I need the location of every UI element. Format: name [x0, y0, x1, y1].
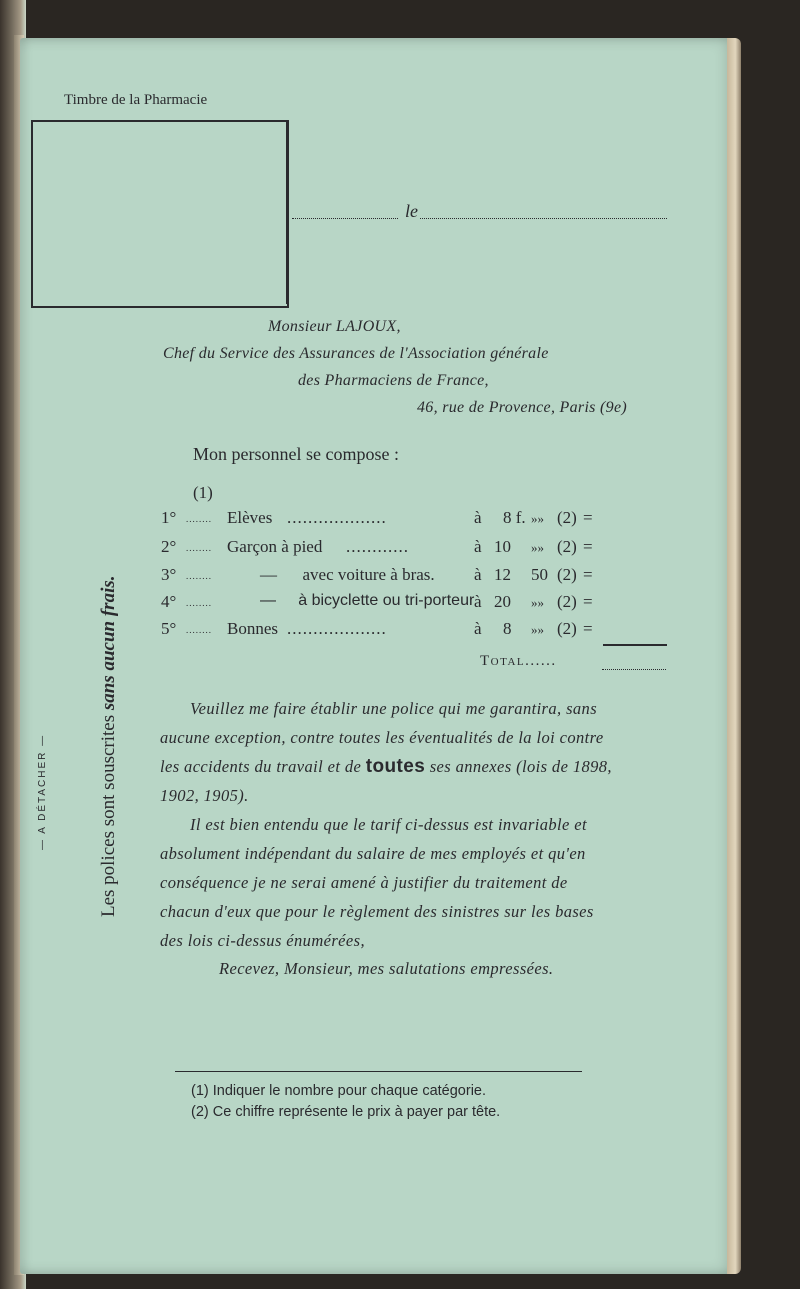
p1-line: les accidents du travail et de toutes ses annexes (lois de 1898, — [160, 756, 612, 777]
row-number: 4° — [161, 592, 177, 611]
row-note: (2) — [557, 565, 577, 584]
row-note: (2) — [557, 508, 577, 527]
footnote-1: (1) Indiquer le nombre pour chaque catégorie. — [191, 1083, 487, 1099]
row-a: à — [474, 537, 482, 556]
row-eq: = — [583, 592, 593, 611]
footnote-rule — [175, 1071, 582, 1072]
row-label: Garçon à pied — [227, 537, 323, 556]
row-cents: »» — [531, 511, 544, 526]
row-label: — à bicyclette ou tri-porteur — [260, 592, 475, 609]
p2-line: conséquence je ne serai amené à justifier du traitement de — [160, 873, 568, 892]
staff-intro: Mon personnel se compose : — [193, 444, 399, 464]
row-label: — avec voiture à bras. — [260, 565, 435, 584]
row-eq: = — [583, 537, 593, 556]
p2-line: des lois ci-dessus énumérées, — [160, 931, 365, 950]
staff-row — [0, 537, 800, 561]
closing-line: Recevez, Monsieur, mes salutations empressées. — [219, 959, 554, 978]
p2-line: absolument indépendant du salaire de mes employés et qu'en — [160, 844, 586, 863]
staff-row — [0, 508, 800, 532]
address-line-3: des Pharmaciens de France, — [298, 372, 489, 389]
row-cents: »» — [531, 595, 544, 610]
row-label: Elèves — [227, 508, 273, 527]
toutes-emphasis: toutes — [365, 756, 426, 777]
count-field[interactable]: ........ — [186, 598, 212, 608]
address-line-2: Chef du Service des Assurances de l'Association générale — [163, 345, 549, 362]
page-edge — [727, 38, 741, 1274]
row-eq: = — [583, 508, 593, 527]
row-price: 8 f. — [503, 508, 526, 527]
row-a: à — [474, 619, 482, 638]
row-a: à — [474, 508, 482, 527]
staff-row — [0, 565, 800, 589]
count-field[interactable]: ........ — [186, 571, 212, 581]
staff-row — [0, 592, 800, 616]
row-dots: ................... — [287, 619, 387, 638]
row-price: 8 — [503, 619, 512, 638]
row-a: à — [474, 565, 482, 584]
row-eq: = — [583, 565, 593, 584]
row-cents: »» — [531, 622, 544, 637]
p2-line: Il est bien entendu que le tarif ci-dessus est invariable et — [190, 815, 587, 834]
row-price: 10 — [494, 537, 511, 556]
date-le: le — [405, 201, 418, 221]
side-note-emphasis: sans aucun frais. — [98, 575, 119, 711]
row-price: 12 — [494, 565, 511, 584]
row-number: 5° — [161, 619, 177, 638]
staff-note-marker: (1) — [193, 483, 213, 502]
row-dots: ................... — [287, 508, 387, 527]
total-rule — [603, 644, 667, 646]
total-label: Total...... — [480, 653, 557, 669]
row-label: Bonnes — [227, 619, 278, 638]
row-note: (2) — [557, 619, 577, 638]
place-field[interactable] — [292, 218, 398, 219]
row-note: (2) — [557, 537, 577, 556]
side-note: Les polices sont souscrites sans aucun frais. — [98, 575, 119, 917]
terms-paragraph — [160, 810, 670, 955]
count-field[interactable]: ........ — [186, 625, 212, 635]
address-line-1: Monsieur LAJOUX, — [268, 318, 401, 335]
p1-line: Veuillez me faire établir une police qui me garantira, sans — [190, 699, 598, 718]
p1-line: 1902, 1905). — [160, 786, 249, 805]
stamp-box[interactable] — [31, 120, 289, 308]
row-cents: 50 — [531, 565, 548, 584]
footnote-2: (2) Ce chiffre représente le prix à payer par tête. — [191, 1104, 501, 1120]
row-eq: = — [583, 619, 593, 638]
row-dots: ............ — [346, 537, 409, 556]
row-price: 20 — [494, 592, 511, 611]
p2-line: chacun d'eux que pour le règlement des sinistres sur les bases — [160, 902, 594, 921]
stamp-label: Timbre de la Pharmacie — [64, 92, 208, 108]
request-paragraph — [160, 694, 670, 810]
count-field[interactable]: ........ — [186, 543, 212, 553]
date-field[interactable] — [420, 218, 667, 219]
row-number: 3° — [161, 565, 177, 584]
row-cents: »» — [531, 540, 544, 555]
staff-row — [0, 619, 800, 643]
row-a: à — [474, 592, 482, 611]
row-number: 2° — [161, 537, 177, 556]
detach-tag: — A DÉTACHER — — [37, 733, 48, 850]
address-line-4: 46, rue de Provence, Paris (9e) — [417, 399, 627, 416]
total-field[interactable] — [602, 669, 666, 670]
p1-line: aucune exception, contre toutes les éventualités de la loi contre — [160, 728, 604, 747]
count-field[interactable]: ........ — [186, 514, 212, 524]
row-note: (2) — [557, 592, 577, 611]
row-number: 1° — [161, 508, 177, 527]
stamp-box-tick — [286, 120, 288, 304]
